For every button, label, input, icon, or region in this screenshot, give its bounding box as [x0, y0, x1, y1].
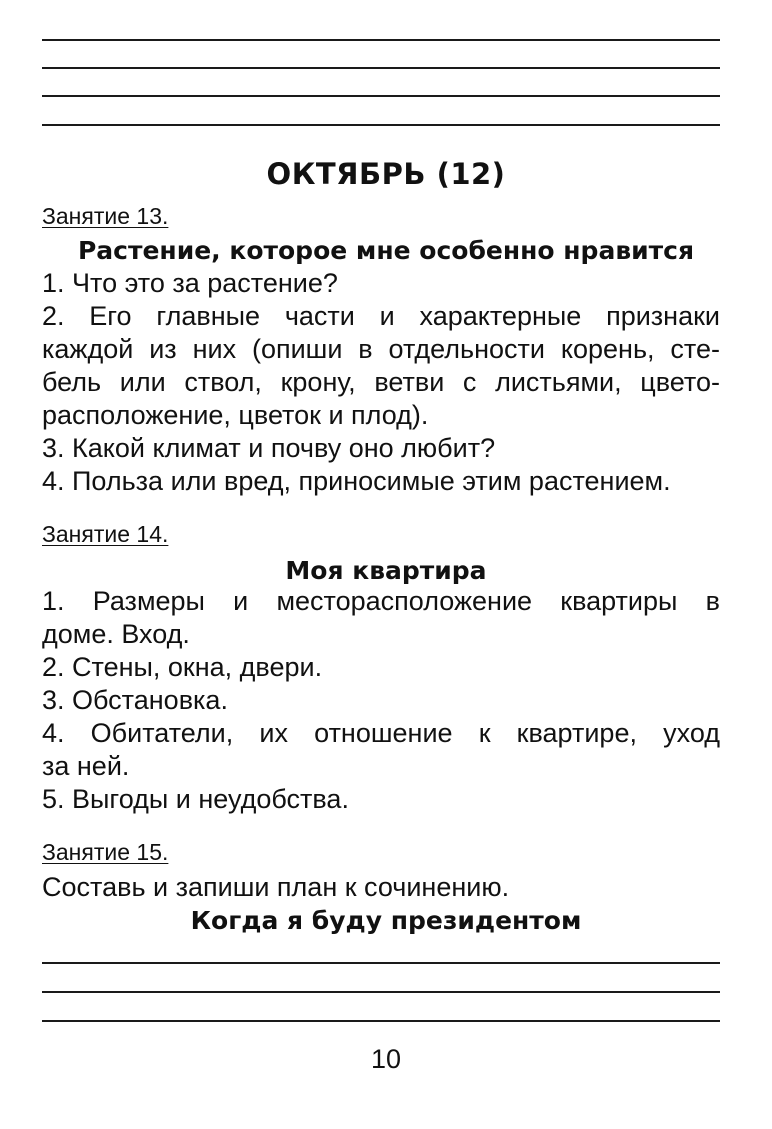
lesson-14-line-6: за ней. — [42, 751, 130, 781]
lesson-13-line-4: бель или ствол, крону, ветви с листьями, цвето- — [42, 367, 720, 397]
lesson-14-line-3: 2. Стены, окна, двери. — [42, 652, 323, 682]
writing-line-top-2 — [42, 67, 720, 69]
writing-line-bottom-2 — [42, 991, 720, 993]
lesson-15-instruction: Составь и запиши план к сочинению. — [42, 872, 510, 902]
writing-line-bottom-1 — [42, 962, 720, 964]
page-number: 10 — [370, 1044, 402, 1074]
lesson-14-line-4: 3. Обстановка. — [42, 685, 228, 715]
lesson-13-line-5: расположение, цветок и плод). — [42, 400, 429, 430]
lesson-13-line-7: 4. Польза или вред, приносимые этим растением. — [42, 466, 671, 496]
lesson-13-title: Растение, которое мне особенно нравится — [77, 236, 695, 265]
writing-line-top-3 — [42, 95, 720, 97]
lesson-14-label: Занятие 14. — [42, 521, 169, 547]
lesson-14-line-1: 1. Размеры и месторасположение квартиры в — [42, 586, 720, 616]
lesson-14-line-5: 4. Обитатели, их отношение к квартире, уход — [42, 718, 720, 748]
lesson-14-title: Моя квартира — [285, 556, 487, 585]
lesson-13-line-3: каждой из них (опиши в отдельности корень, сте- — [42, 334, 720, 364]
lesson-15-title: Когда я буду президентом — [190, 906, 582, 935]
lesson-13-label: Занятие 13. — [42, 203, 169, 229]
writing-line-top-1 — [42, 39, 720, 41]
lesson-14-line-7: 5. Выгоды и неудобства. — [42, 784, 349, 814]
month-title: ОКТЯБРЬ (12) — [266, 157, 506, 191]
writing-line-top-4 — [42, 124, 720, 126]
lesson-13-line-1: 1. Что это за растение? — [42, 268, 338, 298]
lesson-15-label: Занятие 15. — [42, 839, 169, 865]
lesson-13-line-6: 3. Какой климат и почву оно любит? — [42, 433, 496, 463]
writing-line-bottom-3 — [42, 1020, 720, 1022]
lesson-13-line-2: 2. Его главные части и характерные признаки — [42, 301, 720, 331]
lesson-14-line-2: доме. Вход. — [42, 619, 190, 649]
